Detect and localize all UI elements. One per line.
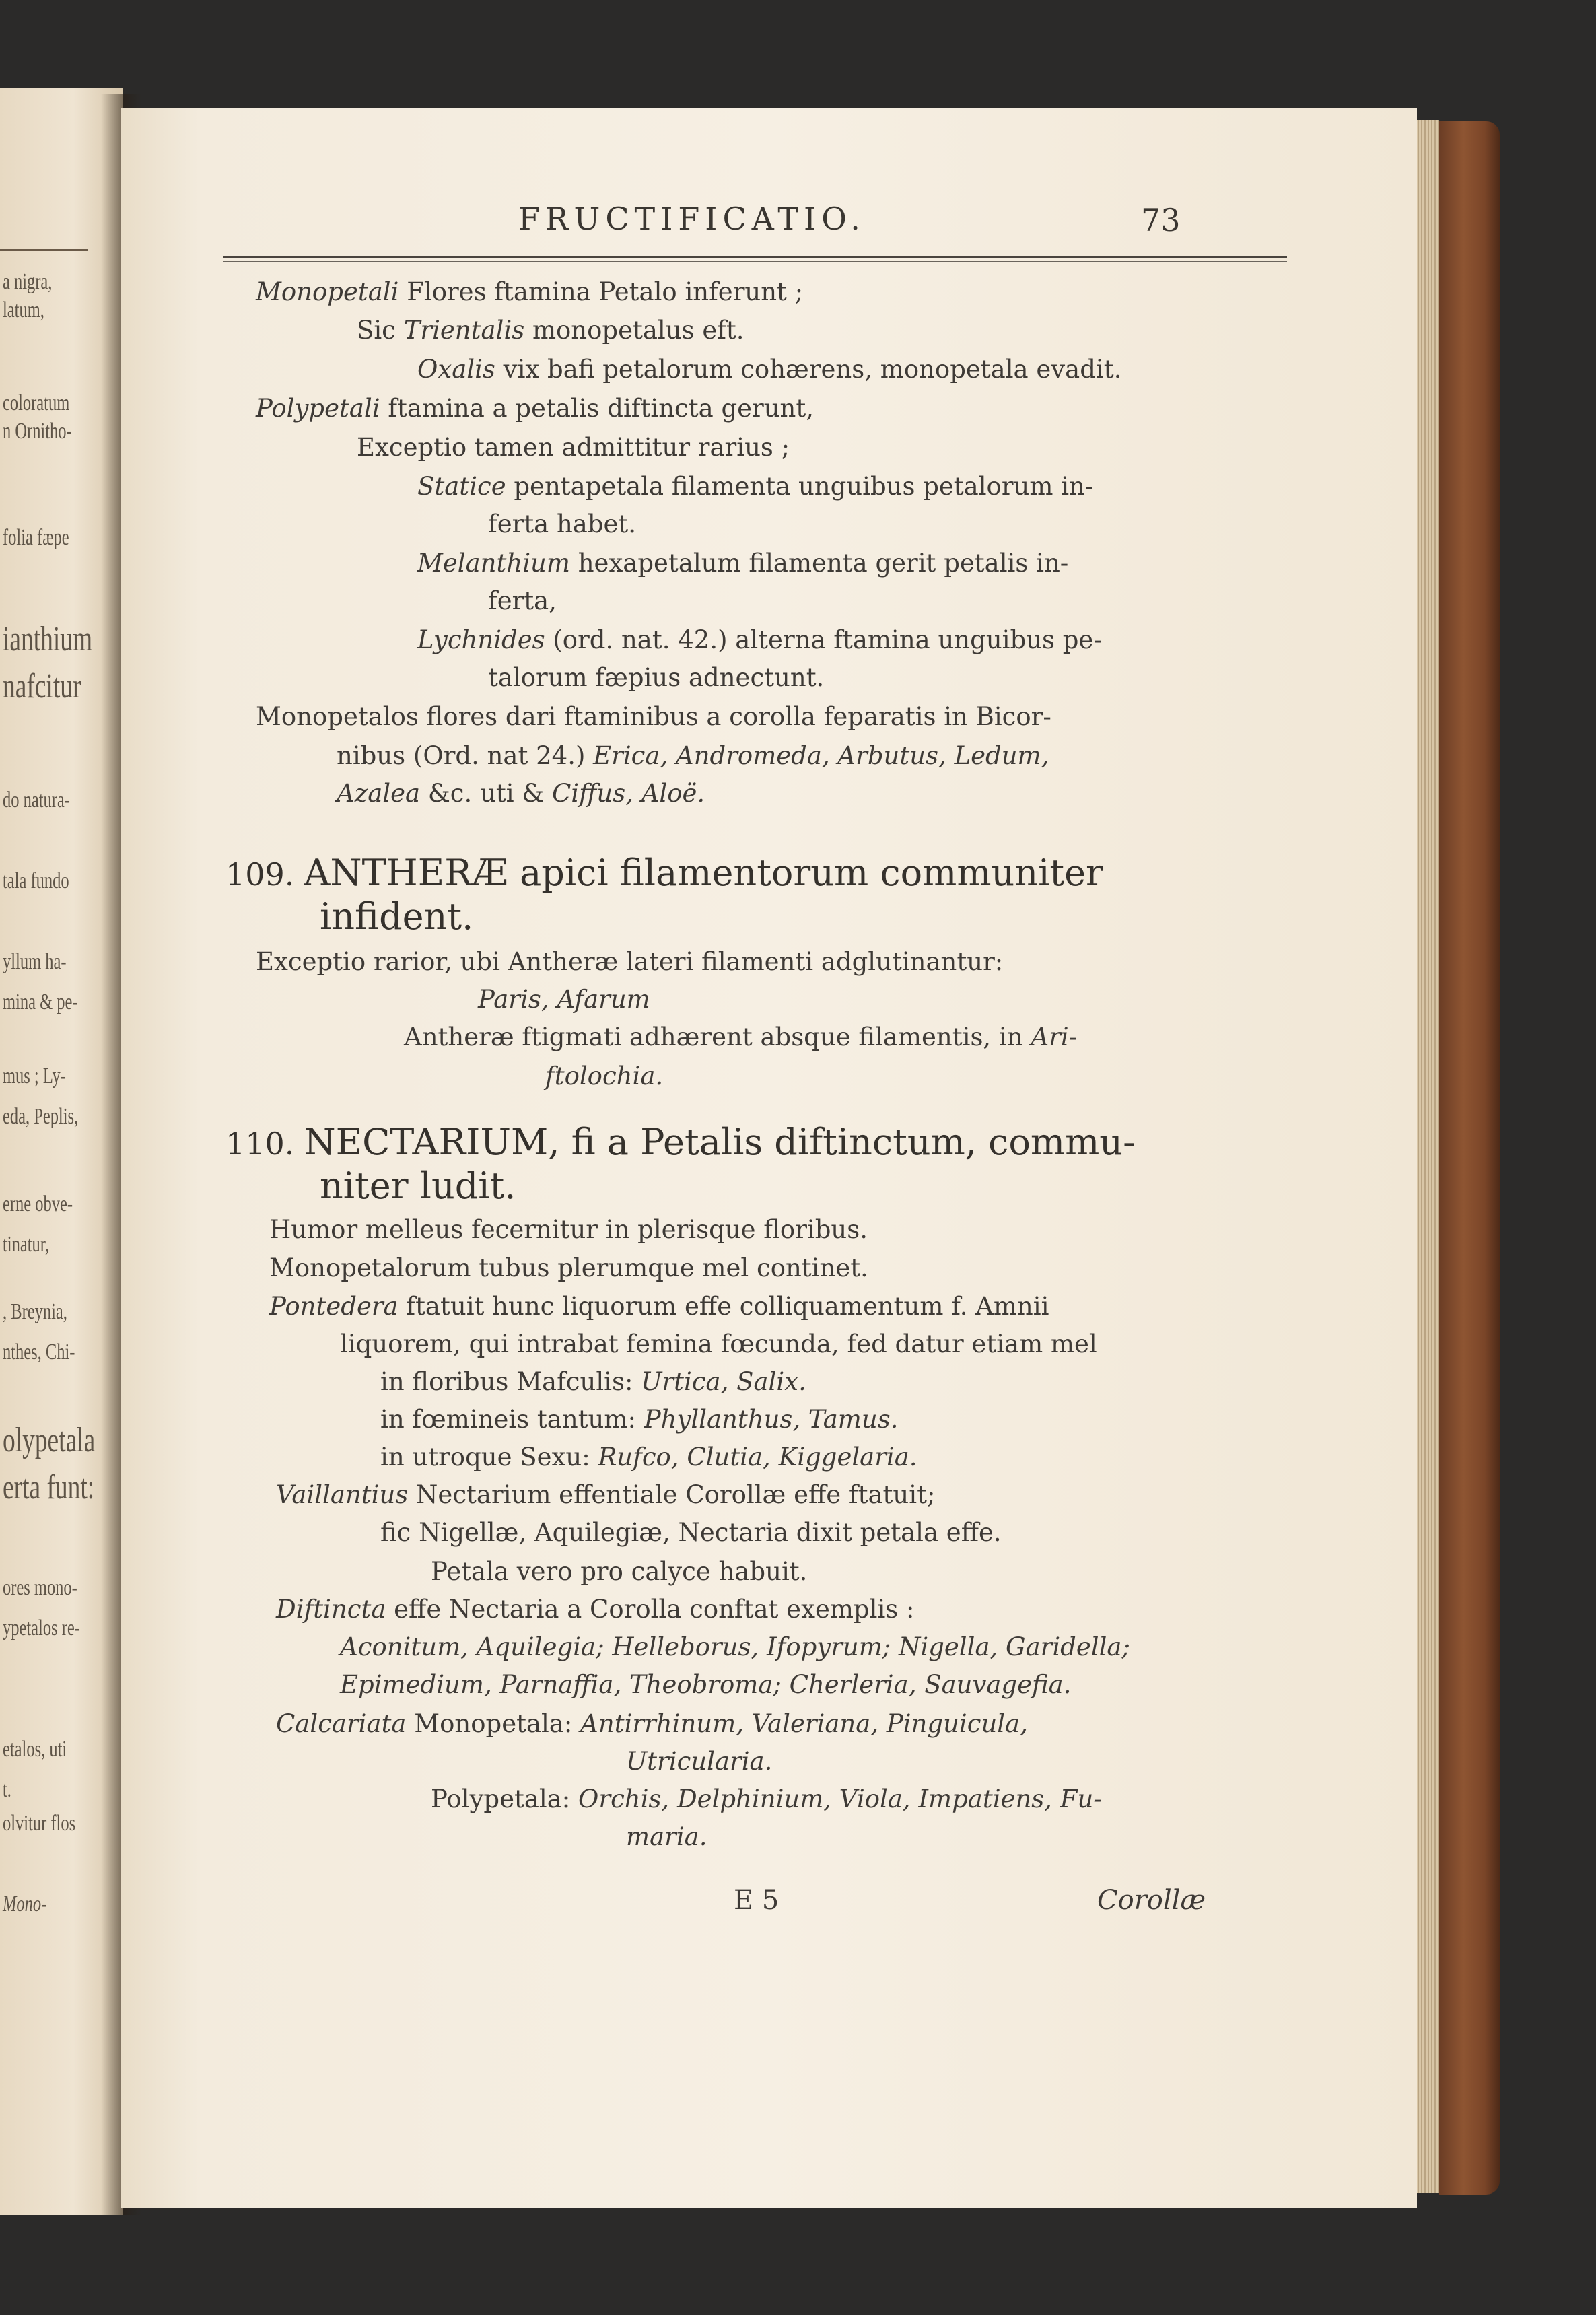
left-fragment: t. — [3, 1777, 11, 1802]
italic-run: Utricularia. — [626, 1747, 773, 1776]
italic-run: Ari- — [1031, 1023, 1078, 1051]
section-110-heading-cont: niter ludit. — [320, 1165, 516, 1207]
text-run: Petala vero pro calyce habuit. — [431, 1557, 808, 1586]
header-rule — [223, 256, 1287, 258]
italic-run: Oxalis — [417, 355, 495, 384]
text-line — [417, 357, 1121, 382]
text-line — [380, 1520, 1002, 1545]
italic-run: Aconitum, Aquilegia; Helleborus, Ifopyrum; Nigella, Garidella; — [340, 1632, 1130, 1661]
left-fragment: yllum ha- — [3, 949, 67, 974]
italic-run: Antirrhinum, Valeriana, Pinguicula, — [580, 1709, 1028, 1738]
text-run: effe Nectaria a Corolla conftat exemplis : — [386, 1595, 915, 1624]
section-109-heading-cont: infident. — [320, 895, 474, 938]
left-fragment: erne obve- — [3, 1191, 73, 1216]
left-fragment: Mono- — [3, 1892, 47, 1916]
left-fragment: nafcitur — [3, 667, 81, 705]
text-line — [417, 474, 1093, 499]
italic-run: Polypetali — [256, 394, 380, 423]
text-line — [380, 1407, 898, 1432]
text-line — [269, 1294, 1049, 1319]
section-heading-text: NECTARIUM, fi a Petalis diftinctum, commu- — [304, 1121, 1136, 1163]
text-run: Exceptio tamen admittitur rarius ; — [357, 433, 790, 462]
text-line — [417, 627, 1102, 652]
text-run: monopetalus eft. — [524, 316, 744, 345]
left-fragment: nthes, Chi- — [3, 1340, 75, 1364]
main-page — [121, 108, 1417, 2208]
text-line — [380, 1369, 806, 1394]
left-fragment: , Breynia, — [3, 1299, 67, 1324]
text-line — [269, 1217, 868, 1242]
left-fragment: olypetala — [3, 1421, 96, 1459]
text-run: Exceptio rarior, ubi Antheræ lateri filamenti adglutinantur: — [256, 947, 1004, 976]
text-line — [340, 1672, 1072, 1697]
left-fragment: etalos, uti — [3, 1737, 67, 1762]
left-fragment: ores mono- — [3, 1575, 77, 1600]
left-fragment: ianthium — [3, 620, 93, 658]
left-page-rule — [0, 249, 88, 251]
text-line — [256, 704, 1051, 729]
left-fragment: n Ornitho- — [3, 419, 72, 444]
text-run: Flores ftamina Petalo inferunt ; — [398, 277, 804, 306]
catchword: Corollæ — [1097, 1885, 1206, 1916]
signature-mark: E 5 — [734, 1885, 779, 1916]
text-line — [340, 1634, 1130, 1659]
text-line — [337, 743, 1049, 768]
text-line — [380, 1445, 917, 1470]
text-run: &c. uti & — [420, 779, 552, 808]
text-line — [269, 1255, 868, 1280]
left-fragment: erta funt: — [3, 1468, 95, 1507]
left-fragment: mus ; Ly- — [3, 1064, 66, 1089]
text-run: Sic — [357, 316, 404, 345]
text-line — [340, 1329, 1097, 1358]
italic-run: Urtica, Salix. — [641, 1367, 806, 1396]
book-cover — [1439, 121, 1500, 2195]
text-line — [488, 512, 636, 537]
text-line — [417, 551, 1068, 576]
text-line — [545, 1064, 663, 1089]
left-fragment: ypetalos re- — [3, 1616, 80, 1640]
italic-run: Pontedera — [269, 1292, 398, 1321]
section-number: 110. — [225, 1126, 295, 1162]
italic-run: Epimedium, Parnaffia, Theobroma; Cherleria, Sauvagefia. — [340, 1670, 1072, 1699]
text-run: vix bafi petalorum cohærens, monopetala evadit. — [495, 355, 1122, 384]
italic-run: Calcariata — [276, 1709, 407, 1738]
italic-run: ftolochia. — [545, 1062, 664, 1091]
italic-run: Melanthium — [417, 549, 570, 578]
text-run: hexapetalum filamenta gerit petalis in- — [569, 549, 1069, 578]
left-fragment: latum, — [3, 298, 44, 322]
text-run: fic Nigellæ, Aquilegiæ, Nectaria dixit petala effe. — [380, 1518, 1002, 1547]
text-line — [488, 665, 824, 690]
section-110-heading — [225, 1121, 1136, 1163]
text-line — [431, 1787, 1102, 1811]
text-line — [256, 396, 814, 421]
italic-run: Vaillantius — [276, 1480, 409, 1509]
italic-run: Paris, Afarum — [478, 985, 650, 1014]
text-line — [626, 1824, 707, 1849]
left-fragment: tinatur, — [3, 1232, 50, 1257]
text-run: Humor melleus fecernitur in plerisque floribus. — [269, 1215, 868, 1244]
text-line — [337, 781, 705, 806]
left-fragment: folia fæpe — [3, 525, 69, 550]
text-line — [626, 1749, 772, 1774]
text-line — [276, 1597, 915, 1622]
text-run: Monopetalorum tubus plerumque mel continet. — [269, 1253, 868, 1282]
left-fragment: coloratum — [3, 390, 70, 415]
italic-run: Ciffus, Aloë. — [552, 779, 705, 808]
text-run: Antheræ ftigmati adhærent absque filamentis, in — [404, 1023, 1031, 1051]
text-run: Polypetala: — [431, 1785, 579, 1813]
italic-run: Monopetali — [256, 277, 399, 306]
text-run: talorum fæpius adnectunt. — [488, 663, 825, 692]
text-line — [276, 1711, 1028, 1736]
text-run: ferta habet. — [488, 510, 637, 539]
section-109-heading — [225, 852, 1103, 894]
left-fragment: a nigra, — [3, 269, 53, 294]
header-rule-thin — [223, 261, 1287, 262]
text-run: in fœmineis tantum: — [380, 1405, 644, 1434]
left-fragment: olvitur flos — [3, 1811, 76, 1836]
text-line — [488, 588, 557, 613]
italic-run: maria. — [626, 1822, 707, 1851]
text-line — [478, 987, 650, 1012]
text-run: ferta, — [488, 586, 557, 615]
running-head: FRUCTIFICATIO. — [518, 201, 866, 237]
text-run: nibus (Ord. nat 24.) — [337, 741, 594, 770]
text-run: ftatuit hunc liquorum effe colliquamentum f. Amnii — [398, 1292, 1049, 1321]
left-fragment: mina & pe- — [3, 990, 78, 1014]
italic-run: Azalea — [337, 779, 421, 808]
text-run: Monopetala: — [406, 1709, 581, 1738]
left-fragment: eda, Peplis, — [3, 1104, 79, 1129]
left-fragment: do natura- — [3, 788, 70, 813]
italic-run: Lychnides — [417, 625, 545, 654]
text-run: Monopetalos flores dari ftaminibus a corolla feparatis in Bicor- — [256, 702, 1051, 731]
text-line — [404, 1025, 1077, 1049]
italic-run: Orchis, Delphinium, Viola, Impatiens, Fu- — [578, 1785, 1102, 1813]
text-line — [357, 318, 744, 343]
left-fragment: tala fundo — [3, 868, 69, 893]
text-run: in utroque Sexu: — [380, 1443, 598, 1472]
italic-run: Erica, Andromeda, Arbutus, Ledum, — [593, 741, 1049, 770]
section-number: 109. — [225, 856, 295, 893]
text-line — [357, 435, 790, 460]
text-run: in floribus Mafculis: — [380, 1367, 641, 1396]
italic-run: Rufco, Clutia, Kiggelaria. — [598, 1443, 917, 1472]
text-run: (ord. nat. 42.) alterna ftamina unguibus pe- — [545, 625, 1102, 654]
italic-run: Statice — [417, 472, 506, 501]
text-line — [256, 279, 803, 304]
page-number: 73 — [1141, 202, 1181, 238]
text-line — [431, 1559, 807, 1584]
text-line — [276, 1482, 935, 1507]
section-heading-text: ANTHERÆ apici filamentorum communiter — [304, 852, 1103, 894]
text-run: liquorem, qui intrabat femina fœcunda, fed datur etiam mel — [340, 1329, 1097, 1358]
text-run: pentapetala filamenta unguibus petalorum in- — [506, 472, 1094, 501]
text-run: ftamina a petalis diftincta gerunt, — [380, 394, 814, 423]
italic-run: Trientalis — [403, 316, 525, 345]
text-run: Nectarium effentiale Corollæ effe ftatuit; — [408, 1480, 936, 1509]
text-line — [256, 949, 1003, 974]
italic-run: Phyllanthus, Tamus. — [644, 1405, 899, 1434]
italic-run: Diftincta — [276, 1595, 386, 1624]
